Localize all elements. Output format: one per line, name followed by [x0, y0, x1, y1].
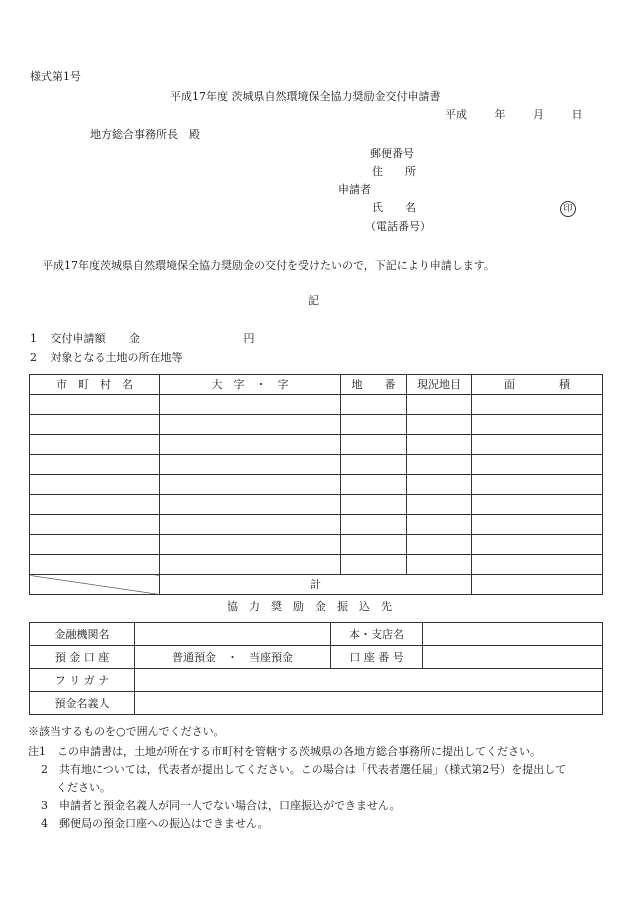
cell-oaza-aza[interactable]: [160, 395, 341, 415]
cell-lot-number[interactable]: [341, 515, 407, 535]
holder-field[interactable]: [135, 692, 603, 715]
bank-heading: 協 力 奨 励 金 振 込 先: [227, 600, 392, 613]
account-types[interactable]: 普通預金 ・ 当座預金: [135, 646, 331, 669]
table-row: [30, 415, 603, 435]
cell-lot-number[interactable]: [341, 395, 407, 415]
address-label: 住 所: [372, 165, 416, 178]
cell-municipality[interactable]: [30, 515, 160, 535]
cell-lot-number[interactable]: [341, 455, 407, 475]
institution-field[interactable]: [135, 623, 331, 646]
cell-land-category[interactable]: [407, 475, 472, 495]
ki-heading: 記: [308, 294, 319, 307]
total-diagonal-cell: [30, 575, 160, 595]
cell-municipality[interactable]: [30, 475, 160, 495]
table-row: [30, 455, 603, 475]
cell-lot-number[interactable]: [341, 475, 407, 495]
cell-municipality[interactable]: [30, 395, 160, 415]
holder-label: 預金名義人: [30, 692, 135, 715]
application-statement: 平成17年度茨城県自然環境保全協力奨励金の交付を受けたいので，下記により申請します。: [42, 259, 495, 272]
cell-land-category[interactable]: [407, 535, 472, 555]
cell-land-category[interactable]: [407, 395, 472, 415]
header-area: 面 積: [472, 375, 603, 395]
cell-lot-number[interactable]: [341, 495, 407, 515]
cell-oaza-aza[interactable]: [160, 515, 341, 535]
cell-municipality[interactable]: [30, 455, 160, 475]
cell-oaza-aza[interactable]: [160, 555, 341, 575]
total-row: [30, 575, 603, 595]
date-line: [445, 109, 583, 120]
note-2: 2 共有地については，代表者が提出してください。この場合は「代表者選任届」（様式第2号）を提出して: [41, 763, 567, 776]
account-number-label: 口 座 番 号: [331, 646, 423, 669]
date-era: 平成: [445, 108, 467, 121]
table-row: [30, 435, 603, 455]
cell-oaza-aza[interactable]: [160, 535, 341, 555]
cell-area[interactable]: [472, 495, 603, 515]
cell-municipality[interactable]: [30, 435, 160, 455]
bank-table: [29, 622, 603, 715]
item2-label: 対象となる土地の所在地等: [50, 351, 183, 364]
cell-area[interactable]: [472, 555, 603, 575]
institution-label: 金融機関名: [30, 623, 135, 646]
postal-code-label: 郵便番号: [370, 147, 414, 160]
table-row: [30, 475, 603, 495]
date-day: 日: [571, 108, 583, 121]
cell-lot-number[interactable]: [341, 555, 407, 575]
cell-land-category[interactable]: [407, 435, 472, 455]
cell-area[interactable]: [472, 535, 603, 555]
cell-oaza-aza[interactable]: [160, 475, 341, 495]
cell-lot-number[interactable]: [341, 415, 407, 435]
form-number: 様式第1号: [30, 70, 81, 83]
cell-municipality[interactable]: [30, 415, 160, 435]
cell-land-category[interactable]: [407, 415, 472, 435]
note-1: 注1 この申請書は，土地が所在する市町村を管轄する茨城県の各地方総合事務所に提出してください。: [28, 745, 541, 758]
item1-yen: 円: [243, 332, 255, 345]
header-municipality: 市 町 村 名: [30, 375, 160, 395]
cell-area[interactable]: [472, 455, 603, 475]
form-title: 平成17年度 茨城県自然環境保全協力奨励金交付申請書: [170, 90, 441, 103]
table-row: [30, 555, 603, 575]
table-row: [30, 692, 603, 715]
header-land-category: 現況地目: [407, 375, 472, 395]
table-row: [30, 495, 603, 515]
item1-number: 1: [30, 332, 37, 345]
branch-field[interactable]: [423, 623, 603, 646]
account-label: 預 金 口 座: [30, 646, 135, 669]
table-row: [30, 623, 603, 646]
item1: [30, 333, 255, 344]
cell-municipality[interactable]: [30, 495, 160, 515]
total-area-cell[interactable]: [472, 575, 603, 595]
land-table: [29, 374, 603, 595]
applicant-label: 申請者: [338, 183, 371, 196]
header-lot-number: 地 番: [341, 375, 407, 395]
phone-label: （電話番号）: [365, 220, 431, 233]
item1-label: 交付申請額: [50, 332, 106, 345]
table-row: [30, 395, 603, 415]
land-table-header: [30, 375, 603, 395]
cell-oaza-aza[interactable]: [160, 495, 341, 515]
cell-land-category[interactable]: [407, 555, 472, 575]
furigana-label: フ リ ガ ナ: [30, 669, 135, 692]
cell-oaza-aza[interactable]: [160, 435, 341, 455]
item1-kin: 金: [129, 332, 140, 345]
note-3: 3 申請者と預金名義人が同一人でない場合は，口座振込ができません。: [41, 799, 401, 812]
name-label: 氏 名: [372, 201, 416, 214]
table-row: [30, 515, 603, 535]
circle-note: ※該当するものを○で囲んでください。: [28, 725, 225, 738]
total-label: 計: [160, 575, 472, 595]
cell-area[interactable]: [472, 435, 603, 455]
note-4: 4 郵便局の預金口座への振込はできません。: [41, 817, 269, 830]
cell-municipality[interactable]: [30, 535, 160, 555]
branch-label: 本・支店名: [331, 623, 423, 646]
header-oaza-aza: 大 字 ・ 字: [160, 375, 341, 395]
cell-oaza-aza[interactable]: [160, 455, 341, 475]
account-number-field[interactable]: [423, 646, 603, 669]
seal-mark: [560, 201, 576, 217]
addressee: 地方総合事務所長 殿: [90, 128, 200, 141]
date-year: 年: [494, 108, 506, 121]
cell-area[interactable]: [472, 395, 603, 415]
table-row: [30, 646, 603, 669]
cell-land-category[interactable]: [407, 515, 472, 535]
table-row: [30, 535, 603, 555]
seal-icon: 印: [560, 201, 576, 217]
cell-oaza-aza[interactable]: [160, 415, 341, 435]
note-2-continued: ください。: [56, 781, 111, 794]
item2-number: 2: [30, 351, 37, 364]
cell-lot-number[interactable]: [341, 535, 407, 555]
item2: [30, 352, 183, 363]
cell-municipality[interactable]: [30, 555, 160, 575]
date-month: 月: [533, 108, 544, 121]
table-row: [30, 669, 603, 692]
cell-land-category[interactable]: [407, 495, 472, 515]
cell-land-category[interactable]: [407, 455, 472, 475]
furigana-field[interactable]: [135, 669, 603, 692]
cell-lot-number[interactable]: [341, 435, 407, 455]
cell-area[interactable]: [472, 415, 603, 435]
cell-area[interactable]: [472, 475, 603, 495]
cell-area[interactable]: [472, 515, 603, 535]
